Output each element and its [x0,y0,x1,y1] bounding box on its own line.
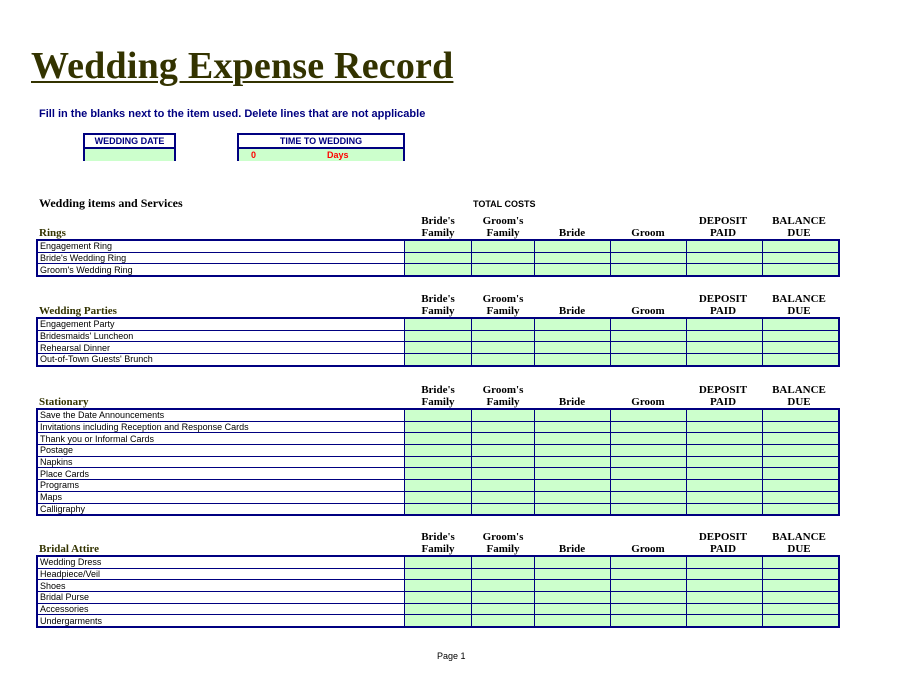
section-title: Stationary [39,396,89,408]
amount-cell[interactable] [763,410,839,422]
amount-cell[interactable] [687,468,763,480]
item-label: Engagement Ring [38,241,405,253]
amount-cell[interactable] [472,491,535,503]
amount-cell[interactable] [687,603,763,615]
amount-cell[interactable] [472,557,535,569]
time-to-wedding-count: 0 [251,150,257,160]
amount-cell[interactable] [763,342,839,354]
wedding-date-box [83,133,176,161]
amount-cell[interactable] [472,480,535,492]
amount-cell[interactable] [687,433,763,445]
column-header [759,531,839,555]
table-row [38,342,839,354]
column-header-line2: DUE [787,305,811,317]
amount-cell[interactable] [472,503,535,515]
amount-cell[interactable] [405,342,472,354]
column-header-line2: Groom [631,543,665,555]
column-header-line1 [608,293,688,305]
amount-cell[interactable] [687,252,763,264]
expense-table [37,409,839,515]
amount-cell[interactable] [535,342,611,354]
column-header-line2: DUE [787,227,811,239]
column-header [759,384,839,408]
amount-cell[interactable] [405,421,472,433]
table-row [38,445,839,457]
amount-cell[interactable] [535,319,611,331]
amount-cell[interactable] [687,503,763,515]
amount-cell[interactable] [405,557,472,569]
amount-cell[interactable] [472,330,535,342]
column-header-line2: Groom [631,305,665,317]
amount-cell[interactable] [611,557,687,569]
column-header-line1: Groom's [482,215,524,227]
amount-cell[interactable] [763,241,839,253]
amount-cell[interactable] [687,615,763,627]
amount-cell[interactable] [405,354,472,366]
amount-cell[interactable] [611,456,687,468]
item-label: Maps [38,491,405,503]
amount-cell[interactable] [405,433,472,445]
amount-cell[interactable] [535,445,611,457]
column-header-line2: Family [421,543,455,555]
column-header-line2: Family [486,396,520,408]
amount-cell[interactable] [535,252,611,264]
table-row [38,252,839,264]
amount-cell[interactable] [535,603,611,615]
amount-cell[interactable] [535,433,611,445]
amount-cell[interactable] [405,480,472,492]
column-header [608,293,688,317]
amount-cell[interactable] [763,603,839,615]
item-label: Bride's Wedding Ring [38,252,405,264]
item-label: Invitations including Reception and Response Cards [38,421,405,433]
amount-cell[interactable] [687,568,763,580]
amount-cell[interactable] [611,592,687,604]
amount-cell[interactable] [472,421,535,433]
expense-table [37,240,839,276]
column-header [532,215,612,239]
table-row [38,330,839,342]
amount-cell[interactable] [763,433,839,445]
item-label: Rehearsal Dinner [38,342,405,354]
amount-cell[interactable] [611,421,687,433]
item-label: Bridal Purse [38,592,405,604]
table-row [38,468,839,480]
page-title: Wedding Expense Record [31,45,454,87]
column-header-line2: Groom [631,227,665,239]
column-header [463,531,543,555]
section-title: Bridal Attire [39,543,99,555]
amount-cell[interactable] [472,433,535,445]
page-number: Page 1 [437,651,466,661]
total-costs-label: TOTAL COSTS [473,199,536,209]
column-header [608,215,688,239]
column-header [759,215,839,239]
amount-cell[interactable] [405,456,472,468]
amount-cell[interactable] [763,557,839,569]
expense-table [37,318,839,366]
amount-cell[interactable] [405,615,472,627]
amount-cell[interactable] [687,580,763,592]
column-header-line1: DEPOSIT [698,215,748,227]
amount-cell[interactable] [405,241,472,253]
column-header-line2: Bride [558,305,586,317]
column-header-line1: BALANCE [772,384,826,396]
column-header-line2: Family [486,227,520,239]
table-row [38,319,839,331]
amount-cell[interactable] [535,491,611,503]
item-label: Save the Date Announcements [38,410,405,422]
section-title: Wedding Parties [39,305,117,317]
amount-cell[interactable] [611,433,687,445]
amount-cell[interactable] [763,456,839,468]
column-header-line1: BALANCE [772,215,826,227]
amount-cell[interactable] [405,491,472,503]
amount-cell[interactable] [535,615,611,627]
amount-cell[interactable] [687,342,763,354]
section-title: Rings [39,227,66,239]
amount-cell[interactable] [472,468,535,480]
amount-cell[interactable] [535,503,611,515]
amount-cell[interactable] [763,503,839,515]
amount-cell[interactable] [763,252,839,264]
item-label: Undergarments [38,615,405,627]
column-header-line2: DUE [787,543,811,555]
table-row [38,433,839,445]
column-header [683,384,763,408]
column-header [532,293,612,317]
item-label: Bridesmaids' Luncheon [38,330,405,342]
column-header-line1: Bride's [421,215,455,227]
column-header [608,531,688,555]
table-row [38,421,839,433]
column-header-line1: Bride's [421,293,455,305]
amount-cell[interactable] [535,480,611,492]
items-section-title: Wedding items and Services [39,196,183,210]
column-header-line2: Bride [558,396,586,408]
amount-cell[interactable] [687,480,763,492]
amount-cell[interactable] [405,319,472,331]
wedding-date-field[interactable] [85,149,174,161]
amount-cell[interactable] [687,330,763,342]
amount-cell[interactable] [472,592,535,604]
column-header-line2: Family [486,543,520,555]
column-header-line1: Bride's [421,384,455,396]
column-header-line1: Groom's [482,531,524,543]
time-to-wedding-label: TIME TO WEDDING [239,135,403,149]
amount-cell[interactable] [687,241,763,253]
amount-cell[interactable] [611,491,687,503]
amount-cell[interactable] [611,342,687,354]
table-row [38,480,839,492]
amount-cell[interactable] [405,410,472,422]
amount-cell[interactable] [611,503,687,515]
amount-cell[interactable] [763,568,839,580]
column-header-line2: PAID [709,227,737,239]
amount-cell[interactable] [763,491,839,503]
column-header-line1: Groom's [482,293,524,305]
amount-cell[interactable] [405,264,472,276]
column-header [683,531,763,555]
column-header-line1 [608,384,688,396]
amount-cell[interactable] [611,319,687,331]
column-header [463,293,543,317]
amount-cell[interactable] [535,410,611,422]
amount-cell[interactable] [687,421,763,433]
amount-cell[interactable] [472,342,535,354]
item-label: Engagement Party [38,319,405,331]
item-label: Out-of-Town Guests' Brunch [38,354,405,366]
table-row [38,615,839,627]
table-row [38,264,839,276]
amount-cell[interactable] [687,319,763,331]
column-header-line2: Family [421,305,455,317]
amount-cell[interactable] [405,568,472,580]
column-header [608,384,688,408]
amount-cell[interactable] [687,445,763,457]
amount-cell[interactable] [472,241,535,253]
column-header-line1 [532,384,612,396]
time-to-wedding-unit: Days [327,150,349,160]
amount-cell[interactable] [472,615,535,627]
column-header-line2: Bride [558,227,586,239]
column-header-line1: Bride's [421,531,455,543]
amount-cell[interactable] [472,456,535,468]
amount-cell[interactable] [611,264,687,276]
column-header-line2: Groom [631,396,665,408]
column-header [683,293,763,317]
table-row [38,410,839,422]
amount-cell[interactable] [687,410,763,422]
time-to-wedding-field[interactable] [239,149,403,161]
amount-cell[interactable] [687,354,763,366]
amount-cell[interactable] [763,615,839,627]
item-label: Wedding Dress [38,557,405,569]
amount-cell[interactable] [405,468,472,480]
amount-cell[interactable] [763,592,839,604]
column-header [532,384,612,408]
item-label: Place Cards [38,468,405,480]
column-header [683,215,763,239]
amount-cell[interactable] [611,615,687,627]
amount-cell[interactable] [763,264,839,276]
column-header [463,215,543,239]
item-label: Napkins [38,456,405,468]
item-label: Groom's Wedding Ring [38,264,405,276]
amount-cell[interactable] [611,480,687,492]
amount-cell[interactable] [535,568,611,580]
amount-cell[interactable] [535,468,611,480]
amount-cell[interactable] [535,421,611,433]
time-to-wedding-box [237,133,405,161]
amount-cell[interactable] [472,252,535,264]
amount-cell[interactable] [535,330,611,342]
amount-cell[interactable] [611,330,687,342]
amount-cell[interactable] [763,330,839,342]
column-header-line1: BALANCE [772,531,826,543]
column-header-line2: Family [421,227,455,239]
amount-cell[interactable] [472,410,535,422]
table-row [38,568,839,580]
amount-cell[interactable] [472,603,535,615]
item-label: Accessories [38,603,405,615]
amount-cell[interactable] [472,580,535,592]
column-header-line2: PAID [709,396,737,408]
amount-cell[interactable] [405,503,472,515]
column-header-line1: BALANCE [772,293,826,305]
table-row [38,503,839,515]
amount-cell[interactable] [687,592,763,604]
amount-cell[interactable] [763,480,839,492]
amount-cell[interactable] [405,252,472,264]
instructions-text: Fill in the blanks next to the item used. Delete lines that are not applicable [39,108,426,120]
item-label: Shoes [38,580,405,592]
column-header-line1: DEPOSIT [698,384,748,396]
amount-cell[interactable] [405,445,472,457]
table-row [38,557,839,569]
table-row [38,354,839,366]
amount-cell[interactable] [472,568,535,580]
amount-cell[interactable] [535,456,611,468]
item-label: Postage [38,445,405,457]
amount-cell[interactable] [763,421,839,433]
amount-cell[interactable] [687,264,763,276]
amount-cell[interactable] [611,410,687,422]
column-header-line2: PAID [709,305,737,317]
amount-cell[interactable] [535,557,611,569]
table-row [38,491,839,503]
column-header-line1 [532,531,612,543]
amount-cell[interactable] [472,445,535,457]
amount-cell[interactable] [611,568,687,580]
amount-cell[interactable] [535,354,611,366]
amount-cell[interactable] [687,557,763,569]
table-row [38,592,839,604]
amount-cell[interactable] [611,603,687,615]
column-header-line1: DEPOSIT [698,531,748,543]
amount-cell[interactable] [687,491,763,503]
amount-cell[interactable] [535,580,611,592]
amount-cell[interactable] [472,264,535,276]
amount-cell[interactable] [535,264,611,276]
amount-cell[interactable] [611,468,687,480]
column-header-line1: DEPOSIT [698,293,748,305]
amount-cell[interactable] [405,603,472,615]
item-label: Headpiece/Veil [38,568,405,580]
expense-table [37,556,839,627]
wedding-date-label: WEDDING DATE [85,135,174,149]
amount-cell[interactable] [611,580,687,592]
amount-cell[interactable] [611,354,687,366]
amount-cell[interactable] [763,319,839,331]
amount-cell[interactable] [763,580,839,592]
item-label: Programs [38,480,405,492]
item-label: Calligraphy [38,503,405,515]
column-header [759,293,839,317]
amount-cell[interactable] [472,354,535,366]
table-row [38,603,839,615]
column-header-line1 [608,531,688,543]
amount-cell[interactable] [763,354,839,366]
amount-cell[interactable] [687,456,763,468]
column-header-line2: DUE [787,396,811,408]
amount-cell[interactable] [611,445,687,457]
amount-cell[interactable] [611,252,687,264]
column-header-line2: PAID [709,543,737,555]
amount-cell[interactable] [535,241,611,253]
column-header-line1 [608,215,688,227]
column-header-line1 [532,215,612,227]
amount-cell[interactable] [535,592,611,604]
amount-cell[interactable] [763,468,839,480]
amount-cell[interactable] [405,330,472,342]
amount-cell[interactable] [763,445,839,457]
amount-cell[interactable] [611,241,687,253]
column-header-line2: Family [486,305,520,317]
table-row [38,580,839,592]
amount-cell[interactable] [405,580,472,592]
amount-cell[interactable] [472,319,535,331]
column-header-line2: Bride [558,543,586,555]
item-label: Thank you or Informal Cards [38,433,405,445]
column-header [463,384,543,408]
table-row [38,456,839,468]
column-header [532,531,612,555]
amount-cell[interactable] [405,592,472,604]
table-row [38,241,839,253]
column-header-line1: Groom's [482,384,524,396]
column-header-line2: Family [421,396,455,408]
column-header-line1 [532,293,612,305]
